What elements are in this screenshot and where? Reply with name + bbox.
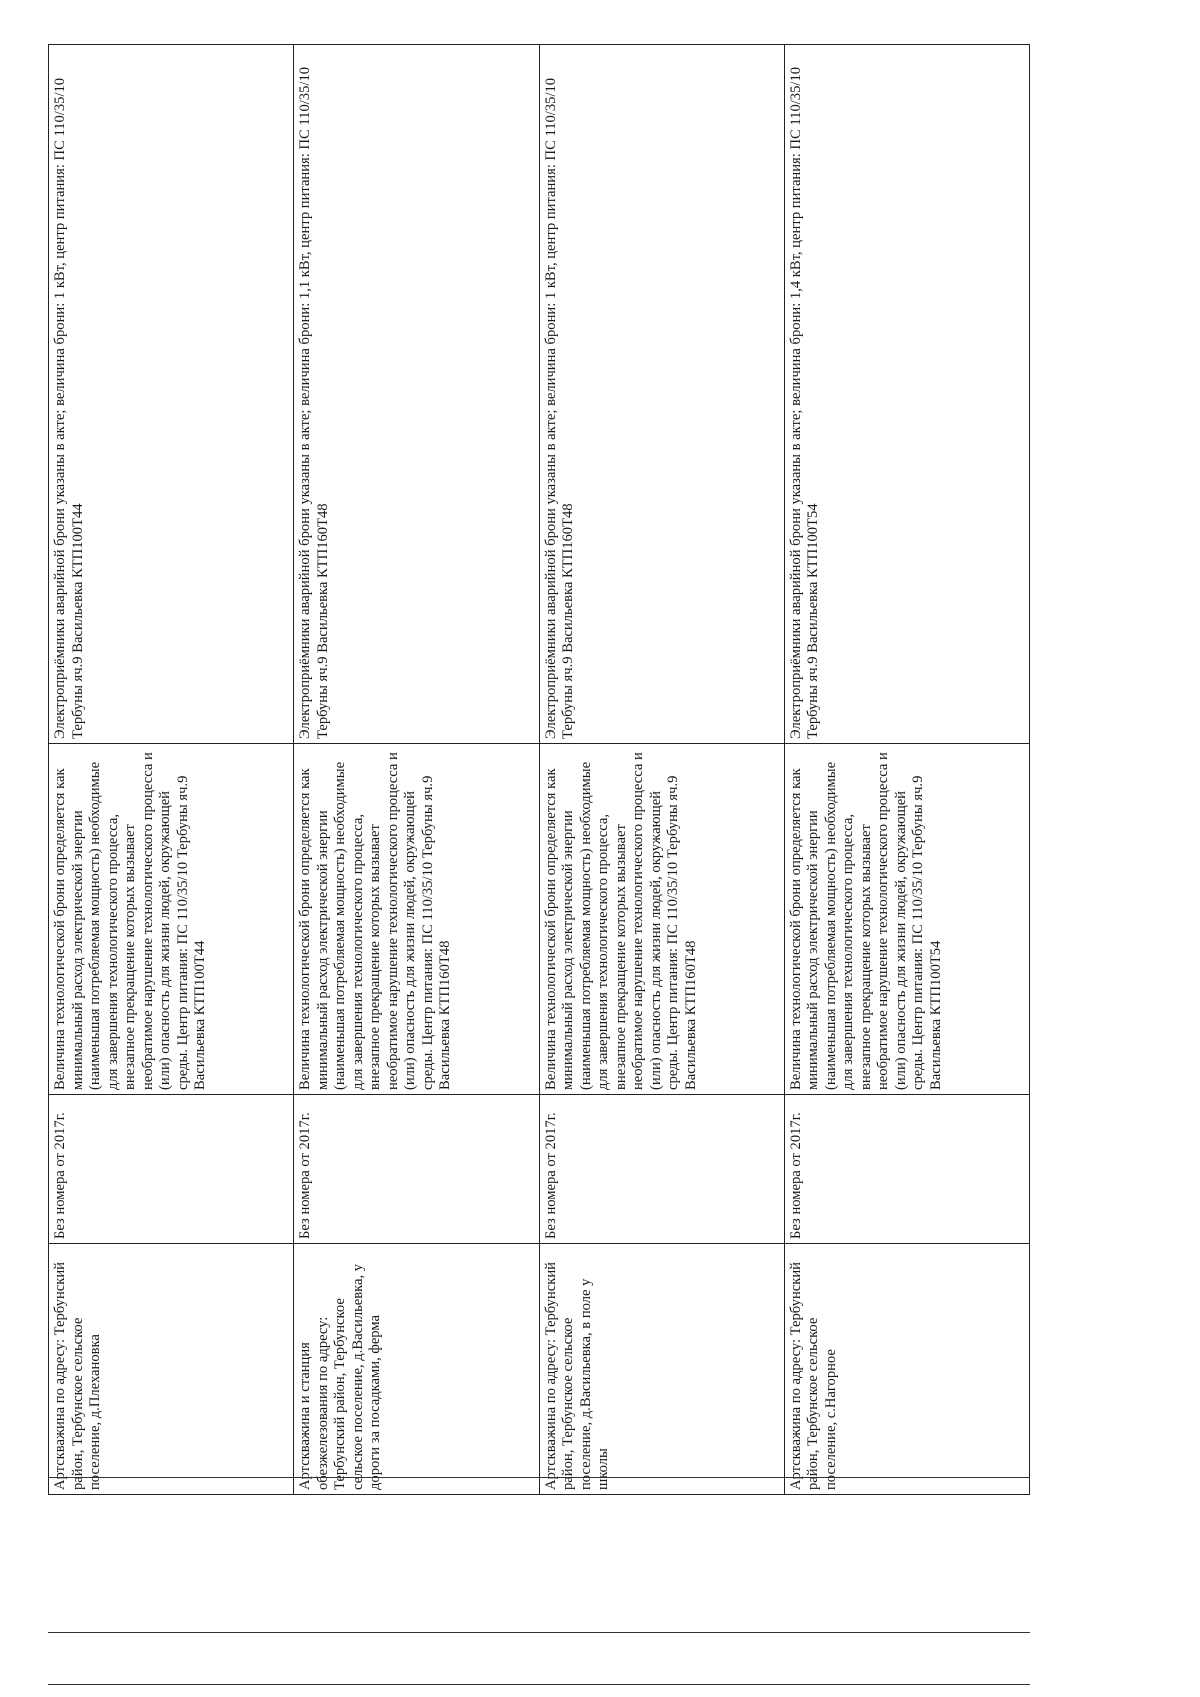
emergency-reserve-cell: Электроприёмники аварийной брони указаны в акте; величина брони: 1 кВт, центр питания: ПС 110/35/10 Тербуны яч.9 Васильевка КТП100Т44 [49,45,294,744]
act-cell: Без номера от 2017г. [784,1095,1029,1244]
horizontal-rule [48,1632,1030,1633]
reserve-table [48,44,1030,1495]
table-row [784,45,1029,1495]
table-row [539,45,784,1495]
act-cell: Без номера от 2017г. [294,1095,539,1244]
object-cell: Артскважина по адресу: Тербунский район, Тербунское сельское поселение, д.Плехановка [49,1244,294,1495]
tech-reserve-cell: Величина технологической брони определяется как минимальный расход электрической энергии (наименьшая потребляемая мощность) необходимые для завершения технологического процесса, внезапное прекращение которых вызывает необратимое нарушение технологического процесса и (или) опасность для жизни людей, окружающей среды. Центр питания: ПС 110/35/10 Тербуны яч.9 Васильевка КТП160Т48 [294,744,539,1095]
horizontal-rule [48,1684,1030,1685]
act-cell: Без номера от 2017г. [539,1095,784,1244]
object-cell: Артскважина и станция обезжелезования по адресу: Тербунский район, Тербунское сельское поселение, д.Васильевка, у дороги за посадками, ферма [294,1244,539,1495]
tech-reserve-cell: Величина технологической брони определяется как минимальный расход электрической энергии (наименьшая потребляемая мощность) необходимые для завершения технологического процесса, внезапное прекращение которых вызывает необратимое нарушение технологического процесса и (или) опасность для жизни людей, окружающей среды. Центр питания: ПС 110/35/10 Тербуны яч.9 Васильевка КТП100Т54 [784,744,1029,1095]
horizontal-rule [48,1477,1030,1478]
tech-reserve-cell: Величина технологической брони определяется как минимальный расход электрической энергии (наименьшая потребляемая мощность) необходимые для завершения технологического процесса, внезапное прекращение которых вызывает необратимое нарушение технологического процесса и (или) опасность для жизни людей, окружающей среды. Центр питания: ПС 110/35/10 Тербуны яч.9 Васильевка КТП160Т48 [539,744,784,1095]
table-row [49,45,294,1495]
object-cell: Артскважина по адресу: Тербунский район, Тербунское сельское поселение, с.Нагорное [784,1244,1029,1495]
emergency-reserve-cell: Электроприёмники аварийной брони указаны в акте; величина брони: 1 кВт, центр питания: ПС 110/35/10 Тербуны яч.9 Васильевка КТП160Т48 [539,45,784,744]
act-cell: Без номера от 2017г. [49,1095,294,1244]
tech-reserve-cell: Величина технологической брони определяется как минимальный расход электрической энергии (наименьшая потребляемая мощность) необходимые для завершения технологического процесса, внезапное прекращение которых вызывает необратимое нарушение технологического процесса и (или) опасность для жизни людей, окружающей среды. Центр питания: ПС 110/35/10 Тербуны яч.9 Васильевка КТП100Т44 [49,744,294,1095]
object-cell: Артскважина по адресу: Тербунский район, Тербунское сельское поселение, д.Васильевка, в поле у школы [539,1244,784,1495]
emergency-reserve-cell: Электроприёмники аварийной брони указаны в акте; величина брони: 1,1 кВт, центр питания: ПС 110/35/10 Тербуны яч.9 Васильевка КТП160Т48 [294,45,539,744]
emergency-reserve-cell: Электроприёмники аварийной брони указаны в акте; величина брони: 1,4 кВт, центр питания: ПС 110/35/10 Тербуны яч.9 Васильевка КТП100Т54 [784,45,1029,744]
table-row [294,45,539,1495]
rotated-table-container [48,45,1030,1495]
